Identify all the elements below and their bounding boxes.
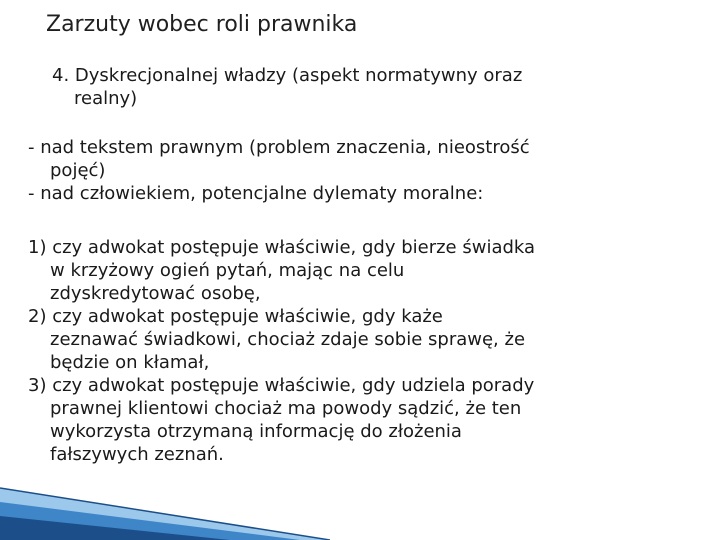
text-line: zdyskredytować osobę, <box>50 283 261 304</box>
slide-title: Zarzuty wobec roli prawnika <box>46 12 358 37</box>
text-line: wykorzysta otrzymaną informację do złożenia <box>50 421 462 442</box>
section-discretionary-power <box>52 64 692 110</box>
section-moral-dilemmas <box>28 236 668 466</box>
text-line: prawnej klientowi chociaż ma powody sądzić, że ten <box>50 398 522 419</box>
text-line: 1) czy adwokat postępuje właściwie, gdy bierze świadka <box>28 237 536 258</box>
text-line: - nad człowiekiem, potencjalne dylematy moralne: <box>28 183 484 204</box>
text-line: zeznawać świadkowi, chociaż zdaje sobie sprawę, że <box>50 329 526 350</box>
text-line: 4. Dyskrecjonalnej władzy (aspekt normatywny oraz <box>52 65 523 86</box>
text-line: będzie on kłamał, <box>50 352 210 373</box>
text-line: - nad tekstem prawnym (problem znaczenia, nieostrość <box>28 137 530 158</box>
corner-decoration <box>0 450 330 540</box>
text-line: fałszywych zeznań. <box>50 444 224 465</box>
text-line: w krzyżowy ogień pytań, mając na celu <box>50 260 405 281</box>
text-line: pojęć) <box>50 160 106 181</box>
section-power-over <box>28 136 668 205</box>
text-line: 2) czy adwokat postępuje właściwie, gdy każe <box>28 306 443 327</box>
text-line: realny) <box>74 88 138 109</box>
text-line: 3) czy adwokat postępuje właściwie, gdy udziela porady <box>28 375 535 396</box>
